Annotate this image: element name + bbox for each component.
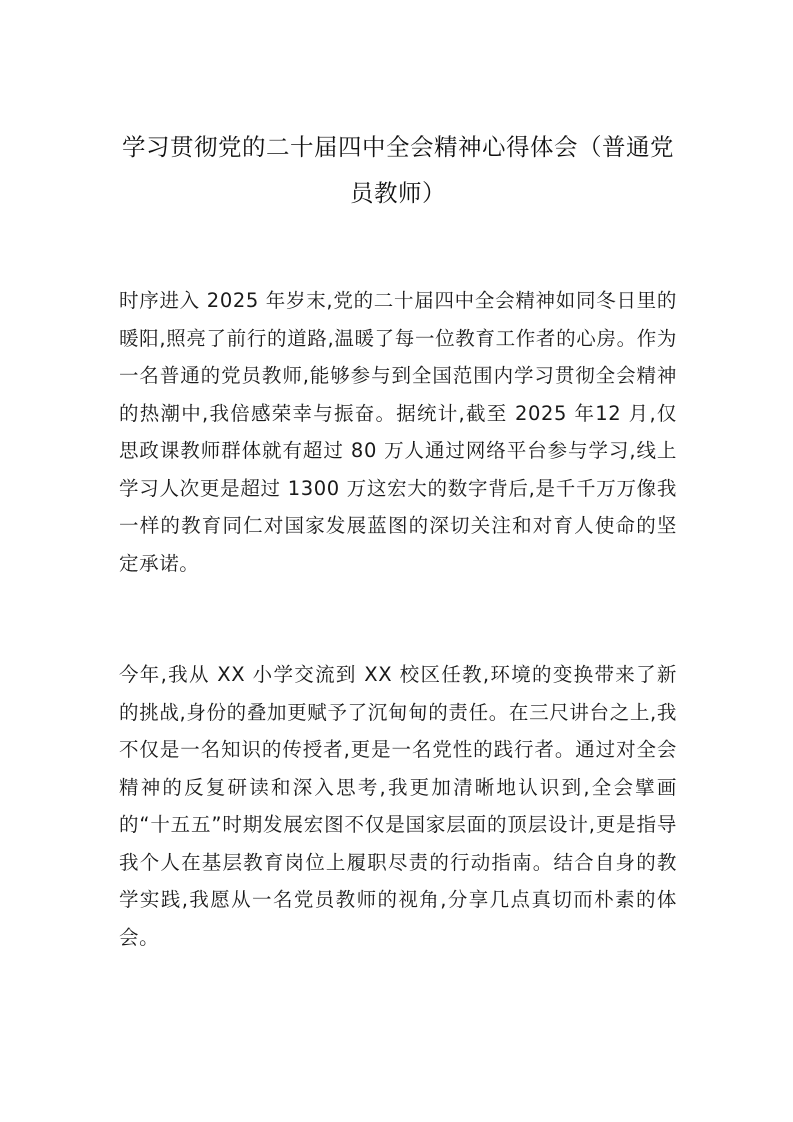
paragraph-reflection: 今年,我从 XX 小学交流到 XX 校区任教,环境的变换带来了新的挑战,身份的叠加更赋予了沉甸甸的责任。在三尺讲台之上,我不仅是一名知识的传授者,更是一名党性的践行者。通过对全会精神的反复研读和深入思考,我更加清晰地认识到,全会擘画的“十五五”时期发展宏图不仅是国家层面的顶层设计,更是指导我个人在基层教育岗位上履职尽责的行动指南。结合自身的教学实践,我愿从一名党员教师的视角,分享几点真切而朴素的体会。 bbox=[119, 663, 677, 949]
document-title: 学习贯彻党的二十届四中全会精神心得体会（普通党员教师） bbox=[122, 133, 674, 207]
paragraph-intro: 时序进入 2025 年岁末,党的二十届四中全会精神如同冬日里的暖阳,照亮了前行的道路,温暖了每一位教育工作者的心房。作为一名普通的党员教师,能够参与到全国范围内学习贯彻全会精神的热潮中,我倍感荣幸与振奋。据统计,截至 2025 年12 月,仅思政课教师群体就有超过 80 万人通过网络平台参与学习,线上学习人次更是超过 1300 万这宏大的数字背后,是千千万万像我一样的教育同仁对国家发展蓝图的深切关注和对育人使命的坚定承诺。 bbox=[119, 289, 677, 575]
